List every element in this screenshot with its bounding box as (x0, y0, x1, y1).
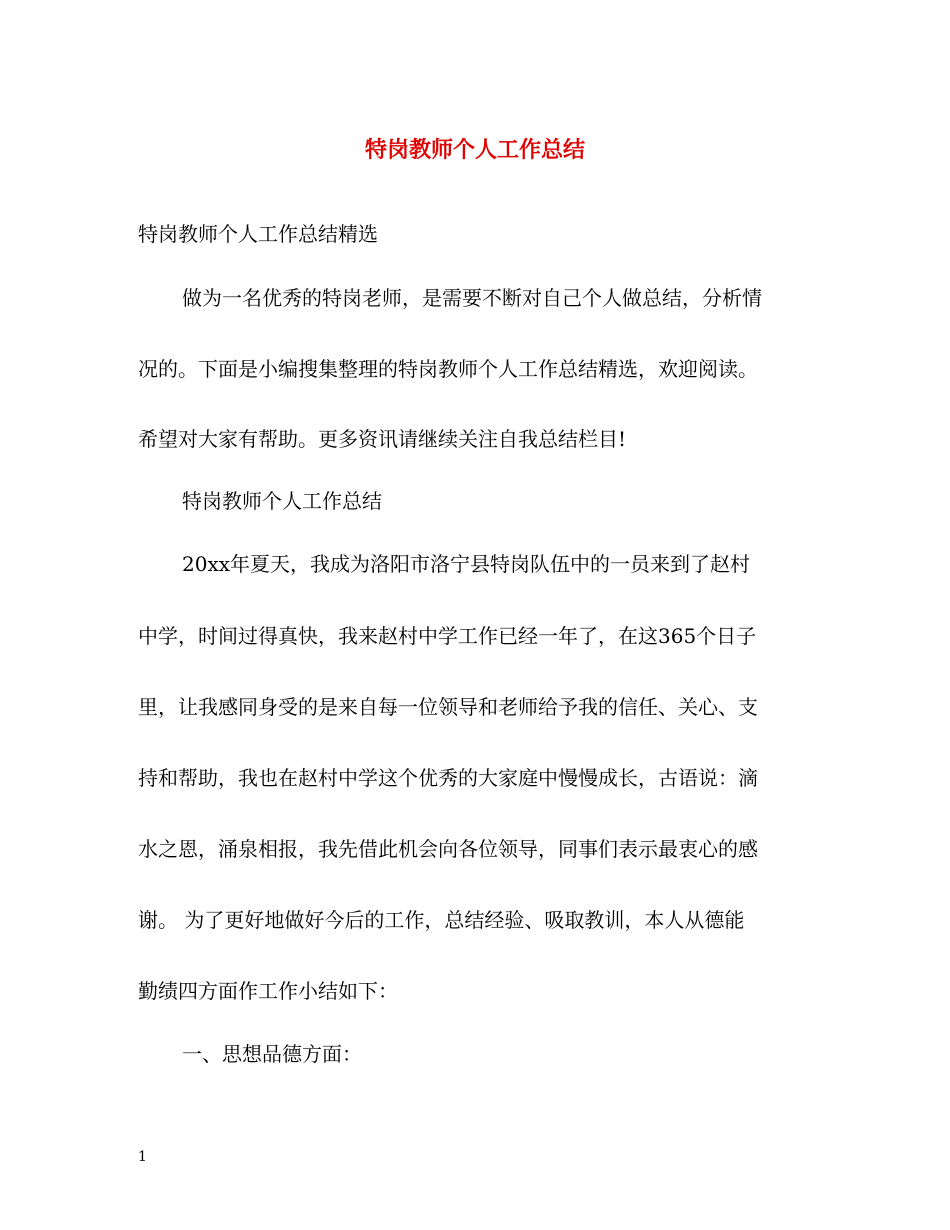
body-line-3: 里，让我感同身受的是来自每一位领导和老师给予我的信任、关心、支 (138, 695, 758, 719)
intro-line-3: 希望对大家有帮助。更多资讯请继续关注自我总结栏目! (138, 427, 627, 451)
intro-line-2: 况的。下面是小编搜集整理的特岗教师个人工作总结精选，欢迎阅读。 (138, 357, 758, 381)
document-subtitle: 特岗教师个人工作总结精选 (138, 222, 378, 246)
body-line-1: 20xx年夏天，我成为洛阳市洛宁县特岗队伍中的一员来到了赵村 (182, 552, 751, 576)
body-line-2: 中学，时间过得真快，我来赵村中学工作已经一年了，在这365个日子 (138, 624, 757, 648)
intro-line-1: 做为一名优秀的特岗老师，是需要不断对自己个人做总结，分析情 (182, 286, 762, 310)
page-number: 1 (138, 1149, 147, 1165)
document-title: 特岗教师个人工作总结 (364, 137, 585, 163)
body-line-4: 持和帮助，我也在赵村中学这个优秀的大家庭中慢慢成长，古语说：滴 (138, 766, 758, 790)
section-heading: 特岗教师个人工作总结 (182, 489, 382, 513)
body-line-7: 勤绩四方面作工作小结如下： (138, 979, 398, 1003)
body-line-6: 谢。 为了更好地做好今后的工作，总结经验、吸取教训，本人从德能 (138, 908, 745, 932)
subheading-ideology: 一、思想品德方面： (182, 1042, 362, 1066)
body-line-5: 水之恩，涌泉相报，我先借此机会向各位领导，同事们表示最衷心的感 (138, 837, 758, 861)
